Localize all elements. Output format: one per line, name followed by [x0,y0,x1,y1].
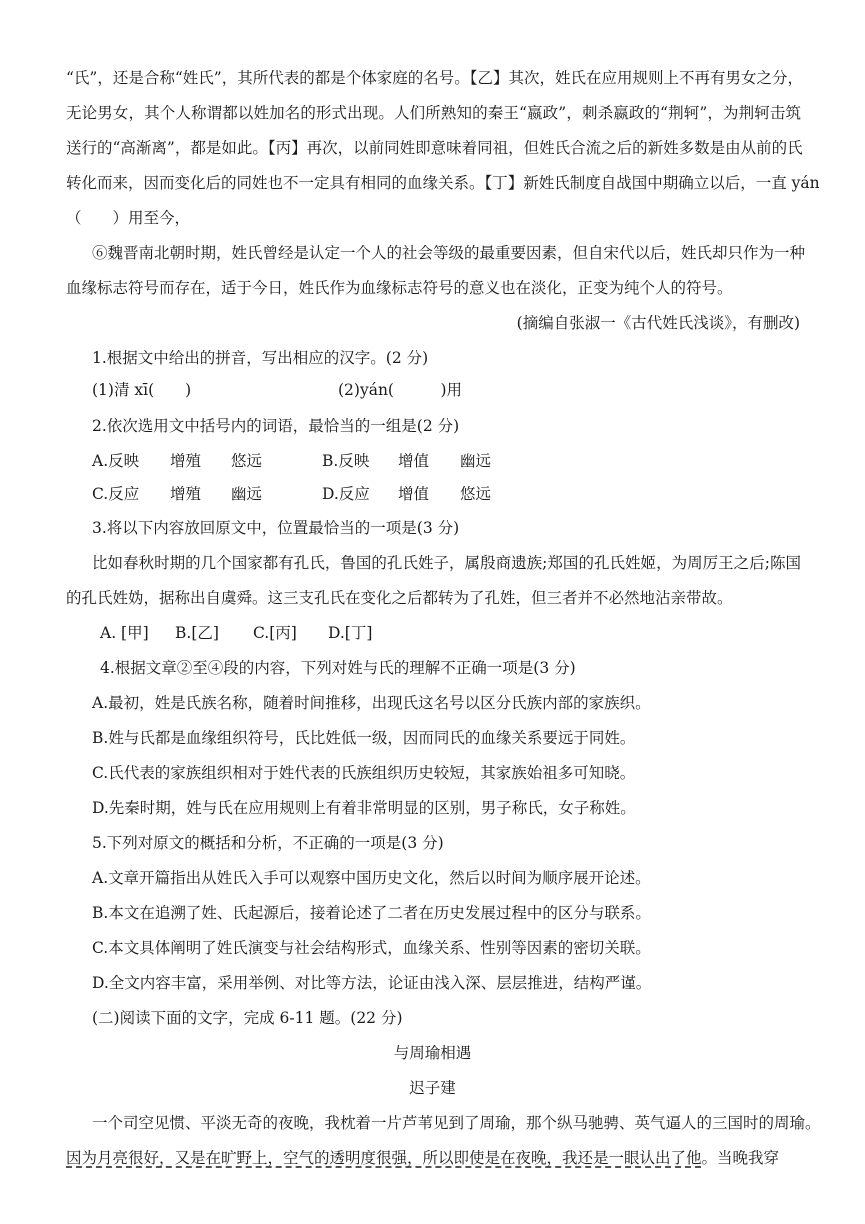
passage-line: 送行的“高渐离”，都是如此。【丙】再次，以前同姓即意味着同祖，但姓氏合流之后的新姓多数是由从前的氏 [66,139,803,157]
question-3-option-c: C.[丙] [253,624,297,642]
article-title: 与周瑜相遇 [393,1044,472,1062]
question-5-option-a: A.文章开篇指出从姓氏入手可以观察中国历史文化，然后以时间为顺序展开论述。 [92,869,651,887]
question-4-option-b: B.姓与氏都是血缘组织符号，氏比姓低一级，因而同氏的血缘关系要远于同姓。 [92,729,636,747]
question-5-stem: 5.下列对原文的概括和分析，不正确的一项是(3 分) [92,834,444,852]
option-word: 增殖 [170,485,202,503]
option-word: 幽远 [231,485,263,503]
passage-line: “氏”，还是合称“姓氏”，其所代表的都是个体家庭的名号。【乙】其次，姓氏在应用规则上不再有男女之分， [66,69,803,87]
question-3-text: 的孔氏姓妫，据称出自虞舜。这三支孔氏在变化之后都转为了孔姓，但三者并不必然地沾亲带故。 [66,589,733,607]
question-3-text: 比如春秋时期的几个国家都有孔氏，鲁国的孔氏姓子，属殷商遗族;郑国的孔氏姓姬，为周厉王之后;陈国 [92,554,801,572]
question-5-option-b: B.本文在追溯了姓、氏起源后，接着论述了二者在历史发展过程中的区分与联系。 [92,904,651,922]
question-4-stem: 4.根据文章②至④段的内容，下列对姓与氏的理解不正确一项是(3 分) [100,659,576,677]
question-5-option-c: C.本文具体阐明了姓氏演变与社会结构形式，血缘关系、性别等因素的密切关联。 [92,939,651,957]
question-4-option-a: A.最初，姓是氏族名称，随着时间推移，出现氏这名号以区分氏族内部的家族织。 [92,694,651,712]
question-4-option-c: C.氏代表的家族组织相对于姓代表的氏族组织历史较短，其家族始祖多可知晓。 [92,764,636,782]
question-3-option-a: A. [甲] [100,624,149,642]
option-word: 增值 [398,452,430,470]
article-line-rest: 。当晚我穿 [701,1149,780,1167]
article-line: 一个司空见惯、平淡无奇的夜晚，我枕着一片芦苇见到了周瑜，那个纵马驰骋、英气逼人的三国时的周瑜。 [92,1114,821,1132]
question-1-blank-1: (1)清 xī( ) [92,381,192,399]
passage-line: 转化而来，因而变化后的同姓也不一定具有相同的血缘关系。【丁】新姓氏制度自战国中期确立以后，一直 yán [66,174,820,192]
question-2-option-c: C.反应 [92,485,140,503]
question-1-stem: 1.根据文中给出的拼音，写出相应的汉字。(2 分) [92,349,429,367]
question-1-blank-2: (2)yán( )用 [338,381,463,399]
question-3-stem: 3.将以下内容放回原文中，位置最恰当的一项是(3 分) [92,519,460,537]
option-word: 幽远 [460,452,492,470]
underlined-sentence: 因为月亮很好，又是在旷野上，空气的透明度很强，所以即使是在夜晚，我还是一眼认出了他 [66,1149,702,1167]
passage-line: 无论男女，其个人称谓都以姓加名的形式出现。人们所熟知的秦王“嬴政”，刺杀嬴政的“荆轲”，为荆轲击筑 [66,104,801,122]
article-author: 迟子建 [409,1079,456,1097]
option-word: 增殖 [170,452,202,470]
article-line [66,1148,801,1168]
question-2-option-b: B.反映 [322,452,370,470]
question-2-stem: 2.依次选用文中括号内的词语，最恰当的一组是(2 分) [92,417,460,435]
source-citation: (摘编自张淑一《古代姓氏浅谈》，有删改) [516,314,800,332]
question-4-option-d: D.先秦时期，姓与氏在应用规则上有着非常明显的区别，男子称氏，女子称姓。 [92,799,636,817]
question-5-option-d: D.全文内容丰富，采用举例、对比等方法，论证由浅入深、层层推进，结构严谨。 [92,974,652,992]
passage-line: （ ）用至今， [66,209,191,227]
question-3-option-b: B.[乙] [175,624,219,642]
option-word: 增值 [398,485,430,503]
question-2-option-a: A.反映 [92,452,140,470]
question-3-option-d: D.[丁] [328,624,373,642]
section-2-heading: (二)阅读下面的文字，完成 6-11 题。(22 分) [92,1009,403,1027]
option-word: 悠远 [231,452,263,470]
option-word: 悠远 [460,485,492,503]
question-2-option-d: D.反应 [322,485,370,503]
paragraph-6-line: ⑥魏晋南北朝时期，姓氏曾经是认定一个人的社会等级的最重要因素，但自宋代以后，姓氏却只作为一种 [92,244,806,262]
paragraph-6-line: 血缘标志符号而存在，适于今日，姓氏作为血缘标志符号的意义也在淡化，正变为纯个人的符号。 [66,279,733,297]
